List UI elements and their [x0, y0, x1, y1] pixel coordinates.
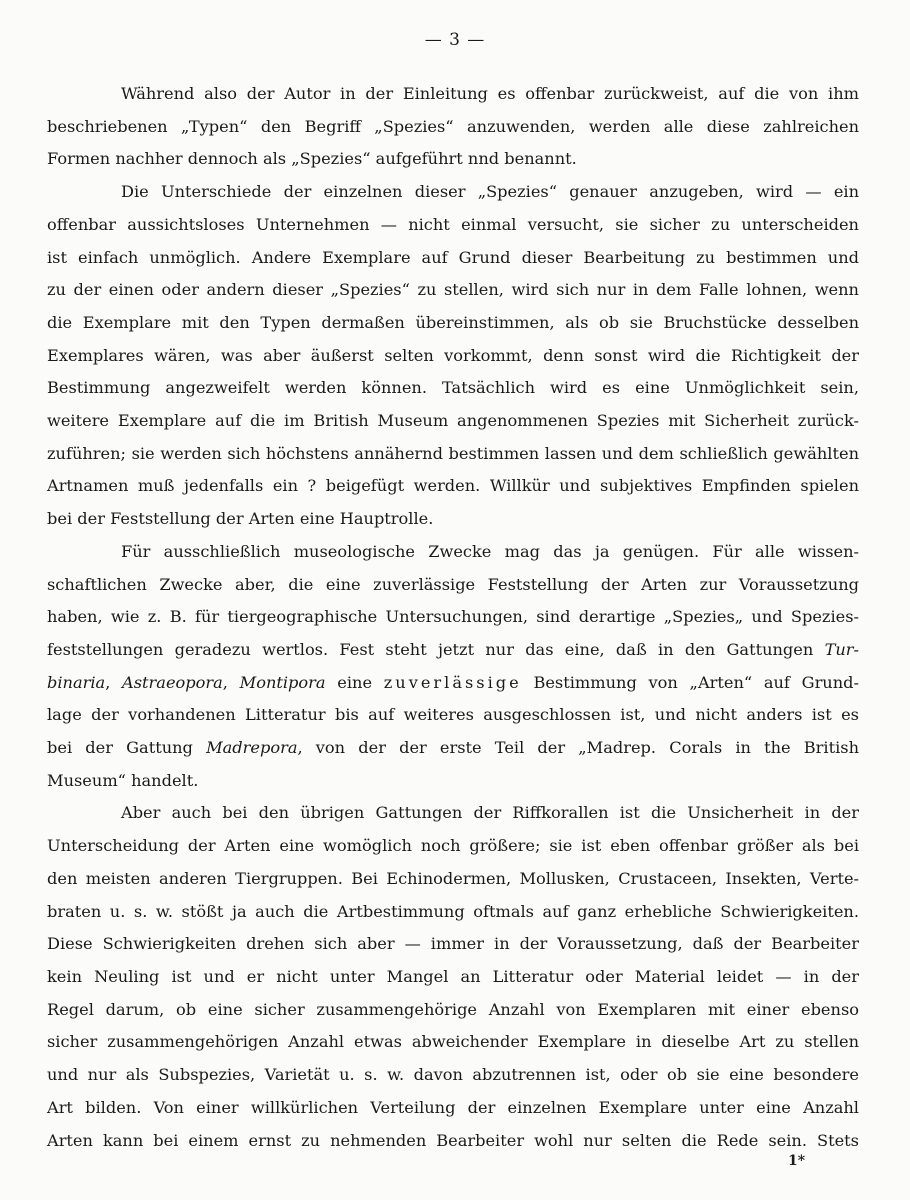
text-line: die Exemplare mit den Typen dermaßen übereinstimmen, als ob sie Bruchstücke desselben [47, 312, 859, 332]
text-line: Arten kann bei einem ernst zu nehmenden Bearbeiter wohl nur selten die Rede sein. Stets [47, 1130, 859, 1150]
text-line: Formen nachher dennoch als „Spezies“ aufgeführt nnd benannt. [47, 149, 577, 169]
text-line [47, 732, 859, 765]
genus-name: Astraeopora [122, 672, 223, 692]
signature-mark: 1* [788, 1153, 806, 1169]
genus-name: Madrepora [206, 738, 298, 758]
text-line: Die Unterschiede der einzelnen dieser „Spezies“ genauer anzugeben, wird — ein [121, 182, 859, 202]
text-line: den meisten anderen Tiergruppen. Bei Echinodermen, Mollusken, Crustaceen, Insekten, Verte- [47, 868, 859, 888]
text-segment: , von der der erste Teil der „Madrep. Corals in the British [297, 738, 859, 758]
text-line: kein Neuling ist und er nicht unter Mangel an Litteratur oder Material leidet — in der [47, 966, 859, 986]
text-line: ist einfach unmöglich. Andere Exemplare auf Grund dieser Bearbeitung zu bestimmen und [47, 247, 859, 267]
text-line: bei der Feststellung der Arten eine Hauptrolle. [47, 509, 434, 529]
text-line: Art bilden. Von einer willkürlichen Verteilung der einzelnen Exemplare unter eine Anzahl [47, 1097, 859, 1117]
text-line: weitere Exemplare auf die im British Museum angenommenen Spezies mit Sicherheit zurück- [47, 411, 859, 431]
text-line: Für ausschließlich museologische Zwecke mag das ja genügen. Für alle wissen- [121, 541, 859, 561]
text-line: Artnamen muß jedenfalls ein ? beigefügt werden. Willkür und subjektives Empfinden spielen [47, 476, 859, 496]
text-line: Unterscheidung der Arten eine womöglich noch größere; sie ist eben offenbar größer als bei [47, 836, 859, 856]
text-line: Exemplares wären, was aber äußerst selten vorkommt, denn sonst wird die Richtigkeit der [47, 345, 859, 365]
text-line: sicher zusammengehörigen Anzahl etwas abweichender Exemplare in dieselbe Art zu stellen [47, 1032, 859, 1052]
text-line: und nur als Subspezies, Varietät u. s. w. davon abzutrennen ist, oder ob sie eine besondere [47, 1065, 859, 1085]
text-line: zuführen; sie werden sich höchstens annähernd bestimmen lassen und dem schließlich gewählten [47, 443, 859, 463]
body-text [47, 78, 859, 1157]
text-line: lage der vorhandenen Litteratur bis auf weiteres ausgeschlossen ist, und nicht anders ist es [47, 705, 859, 725]
spaced-word: zuverlässige [383, 672, 522, 692]
text-line: Regel darum, ob eine sicher zusammengehörige Anzahl von Exemplaren mit einer ebenso [47, 999, 859, 1019]
genus-name: Tur- [824, 639, 859, 659]
genus-name: Montipora [239, 672, 326, 692]
text-segment: feststellungen geradezu wertlos. Fest steht jetzt nur das eine, daß in den Gattungen [47, 639, 814, 659]
text-line [47, 667, 859, 700]
text-line [47, 634, 859, 667]
text-line: Diese Schwierigkeiten drehen sich aber — immer in der Voraussetzung, daß der Bearbeiter [47, 934, 859, 954]
text-line: beschriebenen „Typen“ den Begriff „Spezies“ anzuwenden, werden alle diese zahlreichen [47, 116, 859, 136]
text-line: schaftlichen Zwecke aber, die eine zuverlässige Feststellung der Arten zur Voraussetzung [47, 574, 859, 594]
genus-name: binaria [47, 672, 106, 692]
text-segment: eine [325, 672, 384, 692]
text-segment: bei der Gattung [47, 738, 207, 758]
text-line: braten u. s. w. stößt ja auch die Artbestimmung oftmals auf ganz erhebliche Schwierigkeiten. [47, 901, 859, 921]
text-segment: , [105, 672, 123, 692]
text-segment: , [222, 672, 240, 692]
text-line: Aber auch bei den übrigen Gattungen der Riffkorallen ist die Unsicherheit in der [121, 803, 859, 823]
text-line: Museum“ handelt. [47, 770, 199, 790]
text-line: haben, wie z. B. für tiergeographische Untersuchungen, sind derartige „Spezies„ und Spezies- [47, 607, 859, 627]
text-line: zu der einen oder andern dieser „Spezies“ zu stellen, wird sich nur in dem Falle lohnen, wenn [47, 280, 859, 300]
text-line: Bestimmung angezweifelt werden können. Tatsächlich wird es eine Unmöglichkeit sein, [47, 378, 859, 398]
text-line: Während also der Autor in der Einleitung es offenbar zurückweist, auf die von ihm [121, 84, 859, 103]
page-number: — 3 — [424, 30, 486, 50]
text-segment: Bestimmung von „Arten“ auf Grund- [521, 672, 859, 692]
text-line: offenbar aussichtsloses Unternehmen — nicht einmal versucht, sie sicher zu unterscheiden [47, 214, 859, 234]
